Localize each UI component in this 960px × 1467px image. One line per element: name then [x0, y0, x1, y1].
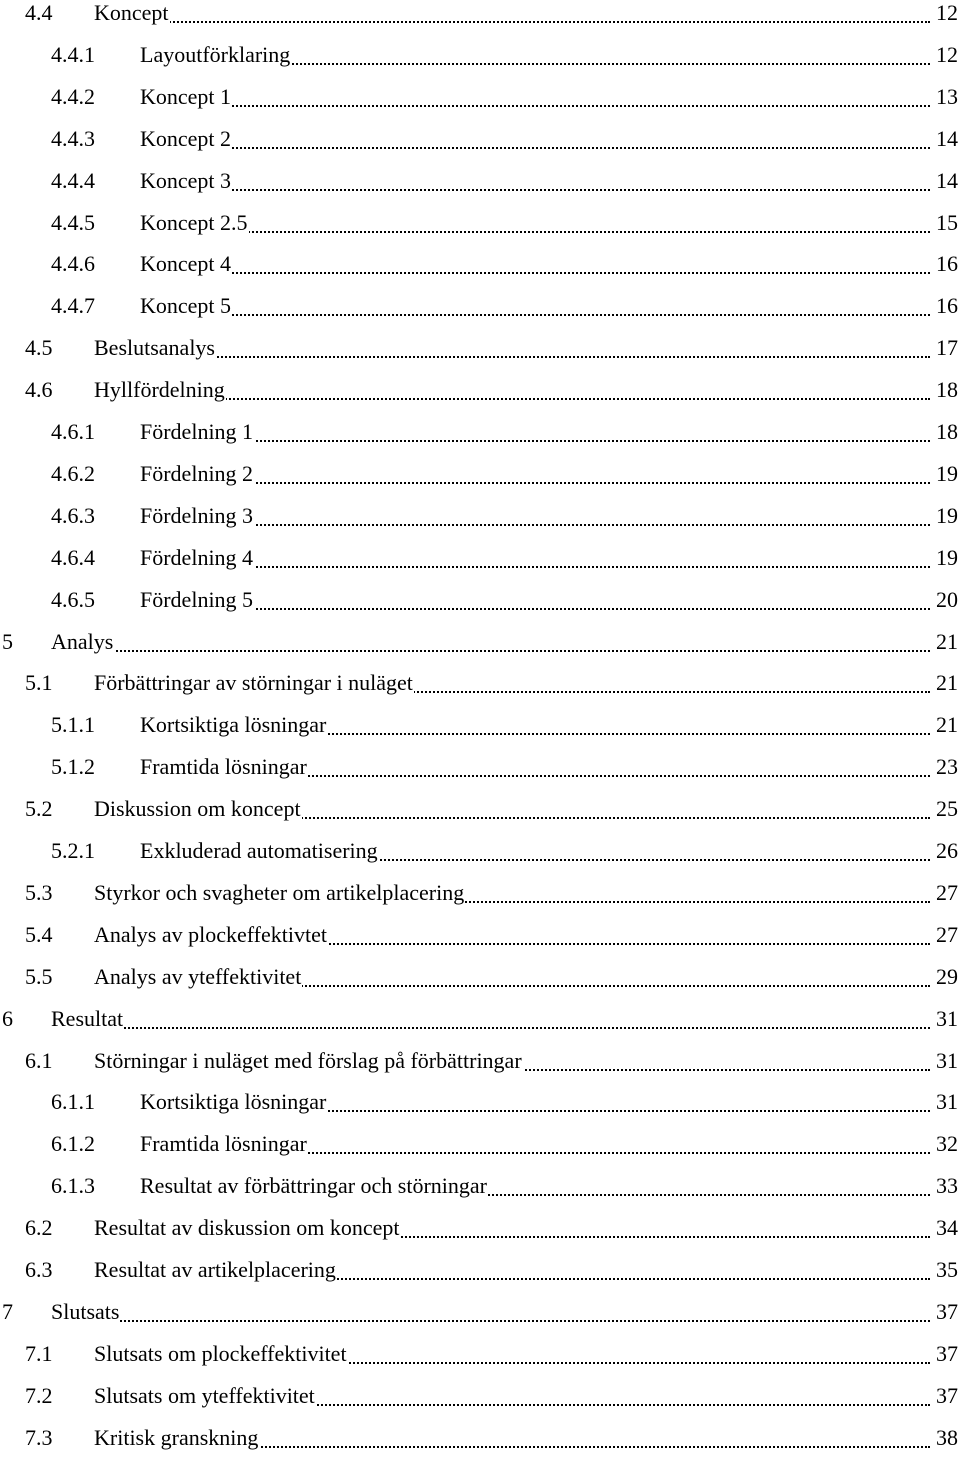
toc-entry[interactable] — [0, 1131, 960, 1173]
toc-dot-leader — [94, 356, 930, 358]
toc-entry-page-number: 15 — [936, 209, 958, 235]
toc-entry-title: Hyllfördelning — [94, 377, 225, 403]
toc-entry-title: Kortsiktiga lösningar — [140, 712, 327, 738]
toc-entry-number: 6 — [2, 1005, 13, 1031]
toc-entry-title: Fördelning 1 — [140, 419, 254, 444]
toc-dot-leader — [140, 189, 930, 191]
toc-entry-title: Koncept — [94, 0, 169, 25]
toc-entry-number: 4.6.2 — [51, 460, 95, 486]
toc-entry-number: 4.5 — [25, 335, 53, 361]
toc-entry-title: Styrkor och svagheter om artikelplacering — [94, 879, 465, 905]
toc-entry[interactable] — [0, 796, 960, 838]
toc-entry-title: Koncept 2.5 — [140, 209, 248, 235]
toc-entry-title: Fördelning 5 — [140, 586, 254, 612]
toc-entry-page-number: 21 — [936, 712, 958, 738]
toc-dot-leader — [140, 524, 930, 526]
toc-entry-page-number: 21 — [936, 628, 958, 654]
toc-entry-title: Förbättringar av störningar i nuläget — [94, 670, 413, 696]
toc-entry-title: Fördelning 2 — [140, 460, 254, 486]
toc-entry-page-number: 16 — [936, 251, 958, 277]
toc-entry-number: 4.4.5 — [51, 209, 95, 235]
toc-entry-page-number: 23 — [936, 754, 958, 780]
toc-entry-page-number: 31 — [936, 1005, 958, 1031]
toc-entry[interactable] — [0, 251, 960, 293]
toc-dot-leader — [140, 231, 930, 233]
toc-entry-title: Resultat av diskussion om koncept — [94, 1215, 400, 1241]
toc-entry[interactable] — [0, 1173, 960, 1215]
toc-entry-number: 5.1 — [25, 670, 53, 696]
toc-entry-title: Fördelning 4 — [140, 544, 254, 570]
toc-entry-title: Fördelning 3 — [140, 502, 254, 528]
toc-entry-page-number: 31 — [936, 1047, 958, 1073]
toc-entry[interactable] — [0, 1341, 960, 1383]
toc-entry-title: Resultat av förbättringar och störningar — [140, 1173, 488, 1199]
toc-entry-page-number: 17 — [936, 335, 958, 361]
toc-entry-title: Resultat — [51, 1005, 124, 1031]
toc-entry[interactable] — [0, 629, 960, 671]
toc-dot-leader — [51, 1027, 930, 1029]
toc-entry-number: 4.6.1 — [51, 419, 95, 444]
toc-entry[interactable] — [0, 1425, 960, 1467]
toc-entry-title: Kortsiktiga lösningar — [140, 1089, 327, 1115]
toc-entry-page-number: 18 — [936, 419, 958, 444]
toc-entry-number: 5.2 — [25, 796, 53, 822]
toc-entry-title: Störningar i nuläget med förslag på förbättringar — [94, 1047, 522, 1073]
toc-entry-title: Koncept 2 — [140, 125, 232, 151]
toc-entry-page-number: 33 — [936, 1173, 958, 1199]
toc-entry-page-number: 13 — [936, 83, 958, 109]
toc-entry-number: 6.1.3 — [51, 1173, 95, 1199]
toc-entry-number: 4.4.2 — [51, 83, 95, 109]
toc-entry[interactable] — [0, 964, 960, 1006]
toc-entry-number: 4.6.3 — [51, 502, 95, 528]
toc-entry-title: Slutsats — [51, 1298, 120, 1324]
toc-dot-leader — [94, 21, 930, 23]
toc-entry[interactable] — [0, 754, 960, 796]
toc-entry-title: Analys — [51, 628, 114, 654]
toc-entry[interactable] — [0, 168, 960, 210]
toc-entry-page-number: 16 — [936, 293, 958, 319]
toc-entry[interactable] — [0, 1215, 960, 1257]
toc-entry-page-number: 31 — [936, 1089, 958, 1115]
toc-dot-leader — [140, 147, 930, 149]
toc-entry-number: 4.4.1 — [51, 41, 95, 67]
toc-dot-leader — [51, 650, 930, 652]
toc-dot-leader — [140, 314, 930, 316]
toc-dot-leader — [51, 1320, 930, 1322]
toc-entry[interactable] — [0, 838, 960, 880]
toc-entry[interactable] — [0, 1257, 960, 1299]
toc-entry[interactable] — [0, 587, 960, 629]
toc-entry[interactable] — [0, 545, 960, 587]
toc-entry[interactable] — [0, 461, 960, 503]
toc-entry-page-number: 18 — [936, 377, 958, 403]
toc-entry-page-number: 35 — [936, 1257, 958, 1282]
toc-entry-page-number: 32 — [936, 1131, 958, 1157]
toc-entry-page-number: 12 — [936, 0, 958, 25]
toc-entry[interactable] — [0, 419, 960, 461]
toc-entry[interactable] — [0, 210, 960, 252]
toc-entry-page-number: 19 — [936, 544, 958, 570]
toc-dot-leader — [140, 272, 930, 274]
toc-dot-leader — [140, 105, 930, 107]
toc-entry-page-number: 37 — [936, 1382, 958, 1408]
toc-entry-page-number: 27 — [936, 921, 958, 947]
toc-entry-title: Resultat av artikelplacering — [94, 1257, 336, 1282]
toc-entry-title: Kritisk granskning — [94, 1424, 259, 1450]
toc-entry[interactable] — [0, 880, 960, 922]
toc-entry-title: Slutsats om yteffektivitet — [94, 1382, 315, 1408]
toc-entry-page-number: 27 — [936, 879, 958, 905]
toc-entry-title: Slutsats om plockeffektivitet — [94, 1340, 347, 1366]
toc-entry-number: 4.4 — [25, 0, 53, 25]
toc-entry-title: Koncept 4 — [140, 251, 232, 277]
toc-entry-number: 7.2 — [25, 1382, 53, 1408]
toc-entry-page-number: 20 — [936, 586, 958, 612]
toc-entry[interactable] — [0, 670, 960, 712]
toc-entry-number: 4.4.6 — [51, 251, 95, 277]
toc-entry-title: Framtida lösningar — [140, 1131, 307, 1157]
toc-entry-page-number: 21 — [936, 670, 958, 696]
toc-entry-title: Analys av yteffektivitet — [94, 963, 302, 989]
toc-entry-title: Koncept 3 — [140, 167, 232, 193]
toc-entry-page-number: 14 — [936, 125, 958, 151]
toc-entry-number: 6.3 — [25, 1257, 53, 1282]
toc-entry[interactable] — [0, 0, 960, 42]
toc-entry-page-number: 38 — [936, 1424, 958, 1450]
toc-entry[interactable] — [0, 503, 960, 545]
toc-entry[interactable] — [0, 1006, 960, 1048]
toc-entry-number: 6.1 — [25, 1047, 53, 1073]
toc-entry-title: Framtida lösningar — [140, 754, 307, 780]
toc-entry-number: 7.3 — [25, 1424, 53, 1450]
toc-entry-number: 4.6 — [25, 377, 53, 403]
toc-entry-page-number: 19 — [936, 460, 958, 486]
toc-entry-page-number: 25 — [936, 796, 958, 822]
toc-entry-page-number: 34 — [936, 1215, 958, 1241]
toc-entry-number: 4.4.4 — [51, 167, 95, 193]
toc-entry-number: 4.4.3 — [51, 125, 95, 151]
toc-entry-title: Exkluderad automatisering — [140, 838, 378, 863]
toc-entry[interactable] — [0, 293, 960, 335]
toc-entry-number: 7.1 — [25, 1340, 53, 1366]
toc-dot-leader — [140, 608, 930, 610]
toc-entry-title: Beslutsanalys — [94, 335, 215, 361]
toc-entry-title: Diskussion om koncept — [94, 796, 301, 822]
toc-entry-number: 5.3 — [25, 879, 53, 905]
toc-entry-page-number: 29 — [936, 963, 958, 989]
toc-entry-number: 5.2.1 — [51, 838, 95, 863]
toc-entry-number: 5.1.1 — [51, 712, 95, 738]
toc-entry-title: Analys av plockeffektivtet — [94, 921, 327, 947]
toc-entry[interactable] — [0, 1383, 960, 1425]
toc-entry[interactable] — [0, 1299, 960, 1341]
toc-entry-number: 5.4 — [25, 921, 53, 947]
toc-entry-page-number: 19 — [936, 502, 958, 528]
toc-entry[interactable] — [0, 377, 960, 419]
toc-entry-number: 6.1.1 — [51, 1089, 95, 1115]
toc-entry[interactable] — [0, 712, 960, 754]
toc-entry-number: 5.5 — [25, 963, 53, 989]
toc-entry-page-number: 37 — [936, 1298, 958, 1324]
toc-entry-page-number: 12 — [936, 41, 958, 67]
toc-entry-page-number: 37 — [936, 1340, 958, 1366]
toc-entry[interactable] — [0, 1089, 960, 1131]
toc-entry-title: Koncept 1 — [140, 83, 232, 109]
toc-entry[interactable] — [0, 84, 960, 126]
toc-entry-number: 5 — [2, 628, 13, 654]
toc-entry-number: 7 — [2, 1298, 13, 1324]
toc-entry-number: 5.1.2 — [51, 754, 95, 780]
toc-entry[interactable] — [0, 1048, 960, 1090]
toc-entry-number: 6.2 — [25, 1215, 53, 1241]
toc-entry-title: Koncept 5 — [140, 293, 232, 319]
toc-dot-leader — [140, 440, 930, 442]
toc-entry[interactable] — [0, 335, 960, 377]
toc-dot-leader — [140, 482, 930, 484]
toc-entry-number: 4.6.4 — [51, 544, 95, 570]
toc-entry-page-number: 14 — [936, 167, 958, 193]
toc-entry[interactable] — [0, 126, 960, 168]
toc-entry-number: 4.6.5 — [51, 586, 95, 612]
toc-entry-number: 6.1.2 — [51, 1131, 95, 1157]
toc-dot-leader — [140, 566, 930, 568]
toc-entry-page-number: 26 — [936, 838, 958, 863]
toc-entry[interactable] — [0, 922, 960, 964]
toc-entry-number: 4.4.7 — [51, 293, 95, 319]
toc-entry-title: Layoutförklaring — [140, 41, 291, 67]
toc-entry[interactable] — [0, 42, 960, 84]
